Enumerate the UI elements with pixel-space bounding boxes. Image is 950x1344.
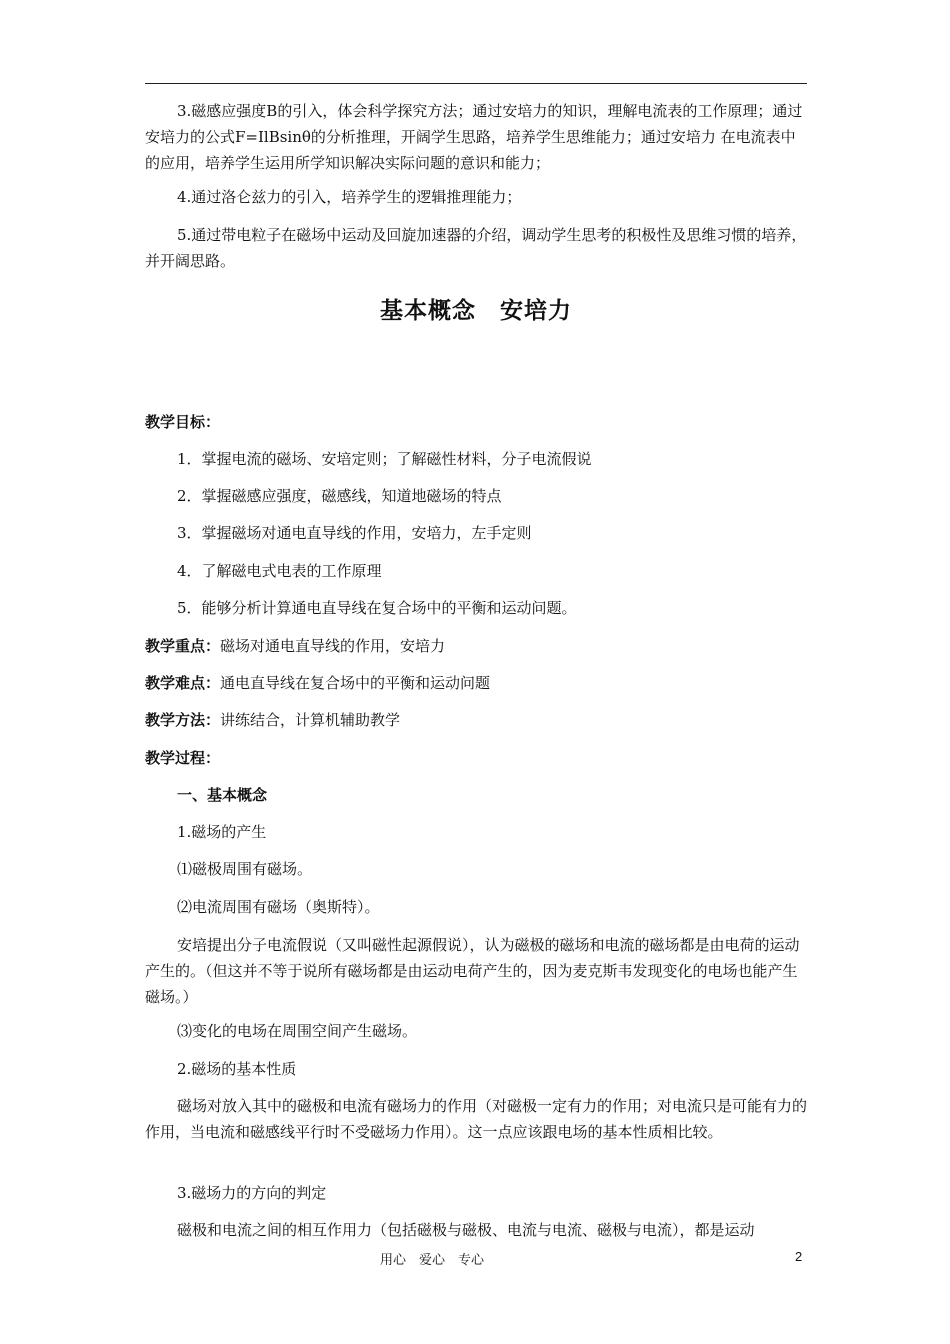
header-rule bbox=[145, 83, 807, 84]
intro-paragraph-4: 4.通过洛仑兹力的引入，培养学生的逻辑推理能力； bbox=[177, 188, 522, 206]
key-point bbox=[145, 633, 807, 659]
goal-item: 4．了解磁电式电表的工作原理 bbox=[177, 562, 382, 580]
intro-paragraph-5: 5.通过带电粒子在磁场中运动及回旋加速器的介绍，调动学生思考的积极性及思维习惯的培养，并开阔思路。 bbox=[145, 226, 807, 270]
difficulty bbox=[145, 670, 807, 696]
section1-heading: 一、基本概念 bbox=[177, 786, 268, 804]
key-point-label: 教学重点： bbox=[145, 637, 221, 655]
intro-paragraph-3: 3.磁感应强度B的引入，体会科学探究方法；通过安培力的知识，理解电流表的工作原理；通过安培力的公式F=IlBsinθ的分析推理，开阔学生思路，培养学生思维能力；通过安培力 在电流表中的应用，培养学生运用所学知识解决实际问题的意识和能力； bbox=[145, 102, 803, 172]
goals-label: 教学目标： bbox=[145, 413, 221, 431]
method bbox=[145, 707, 807, 733]
item-1c: ⑶变化的电场在周围空间产生磁场。 bbox=[177, 1022, 418, 1040]
item-1a: ⑴磁极周围有磁场。 bbox=[177, 860, 313, 878]
subheading-2: 2.磁场的基本性质 bbox=[177, 1060, 297, 1078]
goal-item: 1．掌握电流的磁场、安培定则；了解磁性材料，分子电流假说 bbox=[177, 450, 592, 468]
direction-paragraph: 磁极和电流之间的相互作用力（包括磁极与磁极、电流与电流、磁极与电流），都是运动 bbox=[177, 1221, 755, 1239]
item-1b: ⑵电流周围有磁场（奥斯特）。 bbox=[177, 898, 380, 916]
method-text: 讲练结合，计算机辅助教学 bbox=[220, 711, 401, 729]
property-paragraph: 磁场对放入其中的磁极和电流有磁场力的作用（对磁极一定有力的作用；对电流只是可能有力的作用，当电流和磁感线平行时不受磁场力作用）。这一点应该跟电场的基本性质相比较。 bbox=[145, 1097, 808, 1141]
difficulty-label: 教学难点： bbox=[145, 674, 221, 692]
goal-item: 5．能够分析计算通电直导线在复合场中的平衡和运动问题。 bbox=[177, 599, 577, 617]
method-label: 教学方法： bbox=[145, 711, 221, 729]
subheading-1: 1.磁场的产生 bbox=[177, 823, 267, 841]
page-number: 2 bbox=[795, 1249, 803, 1264]
footer-motto: 用心 爱心 专心 bbox=[380, 1253, 485, 1268]
ampere-paragraph: 安培提出分子电流假说（又叫磁性起源假说），认为磁极的磁场和电流的磁场都是由电荷的运动产生的。（但这并不等于说所有磁场都是由运动电荷产生的，因为麦克斯韦发现变化的电场也能产生磁场。） bbox=[145, 936, 800, 1006]
key-point-text: 磁场对通电直导线的作用，安培力 bbox=[220, 637, 446, 655]
subheading-3: 3.磁场力的方向的判定 bbox=[177, 1184, 327, 1202]
difficulty-text: 通电直导线在复合场中的平衡和运动问题 bbox=[220, 674, 491, 692]
goal-item: 2．掌握磁感应强度，磁感线，知道地磁场的特点 bbox=[177, 487, 502, 505]
section-title: 基本概念 安培力 bbox=[380, 298, 572, 324]
process-label: 教学过程： bbox=[145, 749, 221, 767]
goal-item: 3．掌握磁场对通电直导线的作用，安培力，左手定则 bbox=[177, 524, 532, 542]
